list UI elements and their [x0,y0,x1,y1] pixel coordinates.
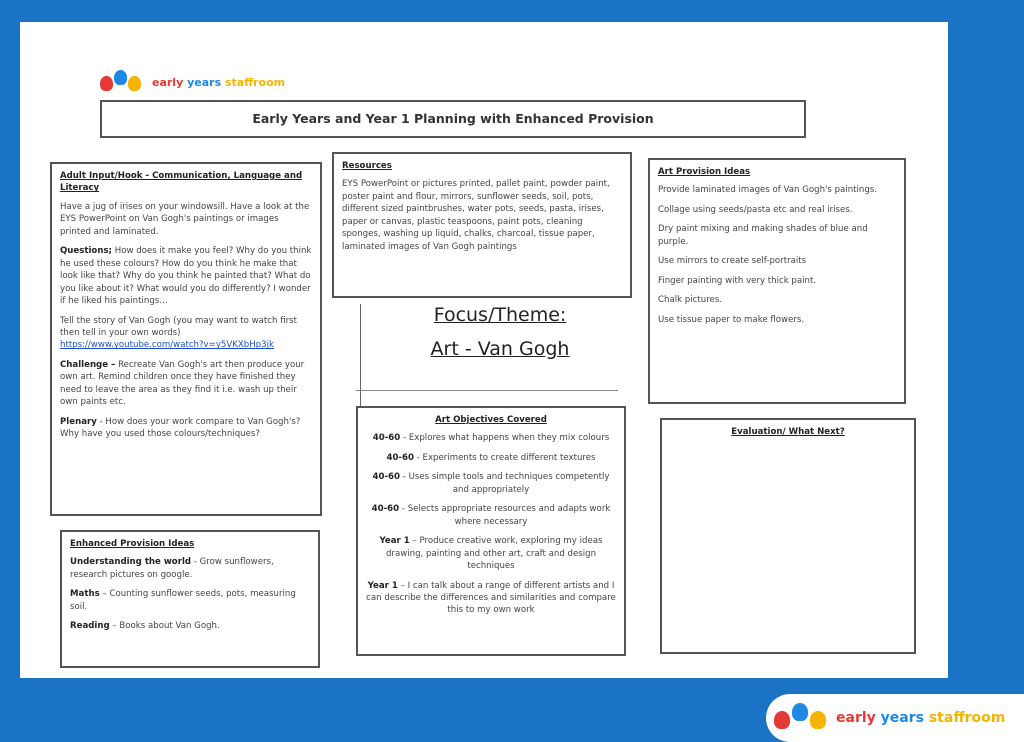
enhanced-provision-box [60,530,320,668]
adult-input-intro: Have a jug of irises on your windowsill. Have a look at the EYS PowerPoint on Van Gogh's paintings or images printed and laminated. [60,201,310,237]
focus-theme [360,304,640,372]
resources-text: EYS PowerPoint or pictures printed, pallet paint, powder paint, poster paint and flour, mirrors, sunflower seeds, soil, pots, different sized paintbrushes, water pots, seeds, pasta, irises, paper or canvas, plastic teaspoons, paint pots, cleaning sponges, washing up liquid, chalks, charcoal, tissue paper, laminated images of Van Gogh paintings [342,179,610,252]
art-provision-item: Use tissue paper to make flowers. [658,314,805,325]
objective-item: Year 1 – I can talk about a range of different artists and I can describe the differences and similarities and compare this to my own work [366,580,616,616]
story-paragraph: Tell the story of Van Gogh (you may want to watch first then tell in your own words) https://www.youtube.com/watch?v=y5VKXbHp3jk [60,315,297,351]
objectives-heading: Art Objectives Covered [435,415,547,425]
art-provision-item: Use mirrors to create self-portraits [658,256,807,267]
reading-item: Reading – Books about Van Gogh. [70,621,220,632]
enhanced-heading: Enhanced Provision Ideas [70,539,195,549]
questions-paragraph: Questions; How does it make you feel? Why do you think he used these colours? How do you think he make that look like that? Why do you think he painted that? What do you like about it? What would you do differently? I wonder if he liked his paintings… [60,246,312,307]
brand-logo [100,70,285,94]
planning-sheet [20,22,948,678]
objective-item: 40-60 - Uses simple tools and techniques competently and appropriately [372,472,610,495]
footer-logo [766,694,1024,742]
objective-item: 40-60 - Selects appropriate resources and adapts work where necessary [371,504,611,527]
logo-text: early years staffroom [152,75,286,89]
art-provision-item: Provide laminated images of Van Gogh's paintings. [658,185,878,196]
art-provision-box [648,158,906,404]
challenge-paragraph: Challenge – Recreate Van Gogh's art then produce your own art. Remind children once they have finished they need to leave the area as they find it i.e. wash up their own paints etc. [60,359,305,408]
resources-heading: Resources [342,161,392,171]
art-provision-item: Dry paint mixing and making shades of blue and purple. [658,224,868,247]
evaluation-box [660,418,916,654]
evaluation-heading: Evaluation/ What Next? [731,427,845,437]
plenary-paragraph: Plenary - How does your work compare to Van Gogh's? Why have you used those colours/techniques? [60,416,301,440]
art-provision-heading: Art Provision Ideas [658,167,751,177]
art-provision-item: Collage using seeds/pasta etc and real irises. [658,204,853,215]
objective-item: Year 1 – Produce creative work, exploring my ideas drawing, painting and other art, craft and design techniques [379,536,603,572]
hands-icon [100,70,148,94]
understanding-world-item: Understanding the world - Grow sunflowers, research pictures on google. [70,557,274,580]
adult-input-heading: Adult Input/Hook - Communication, Language and Literacy [60,171,303,194]
objective-item: 40-60 - Experiments to create different textures [386,452,596,463]
adult-input-box [50,162,322,516]
maths-item: Maths – Counting sunflower seeds, pots, measuring soil. [70,589,296,612]
art-provision-item: Finger painting with very thick paint. [658,275,817,286]
resources-box [332,152,632,298]
youtube-link[interactable]: https://www.youtube.com/watch?v=y5VKXbHp3jk [60,340,275,351]
art-provision-item: Chalk pictures. [658,295,723,306]
footer-logo-text: early years staffroom [836,710,1006,726]
divider-horizontal [356,390,618,391]
hands-icon [774,703,832,733]
page-title: Early Years and Year 1 Planning with Enhanced Provision [100,100,806,138]
objective-item: 40-60 - Explores what happens when they mix colours [372,433,610,444]
objectives-box [356,406,626,656]
focus-label: Focus/Theme: [433,304,567,326]
focus-theme-value: Art - Van Gogh [430,338,570,360]
